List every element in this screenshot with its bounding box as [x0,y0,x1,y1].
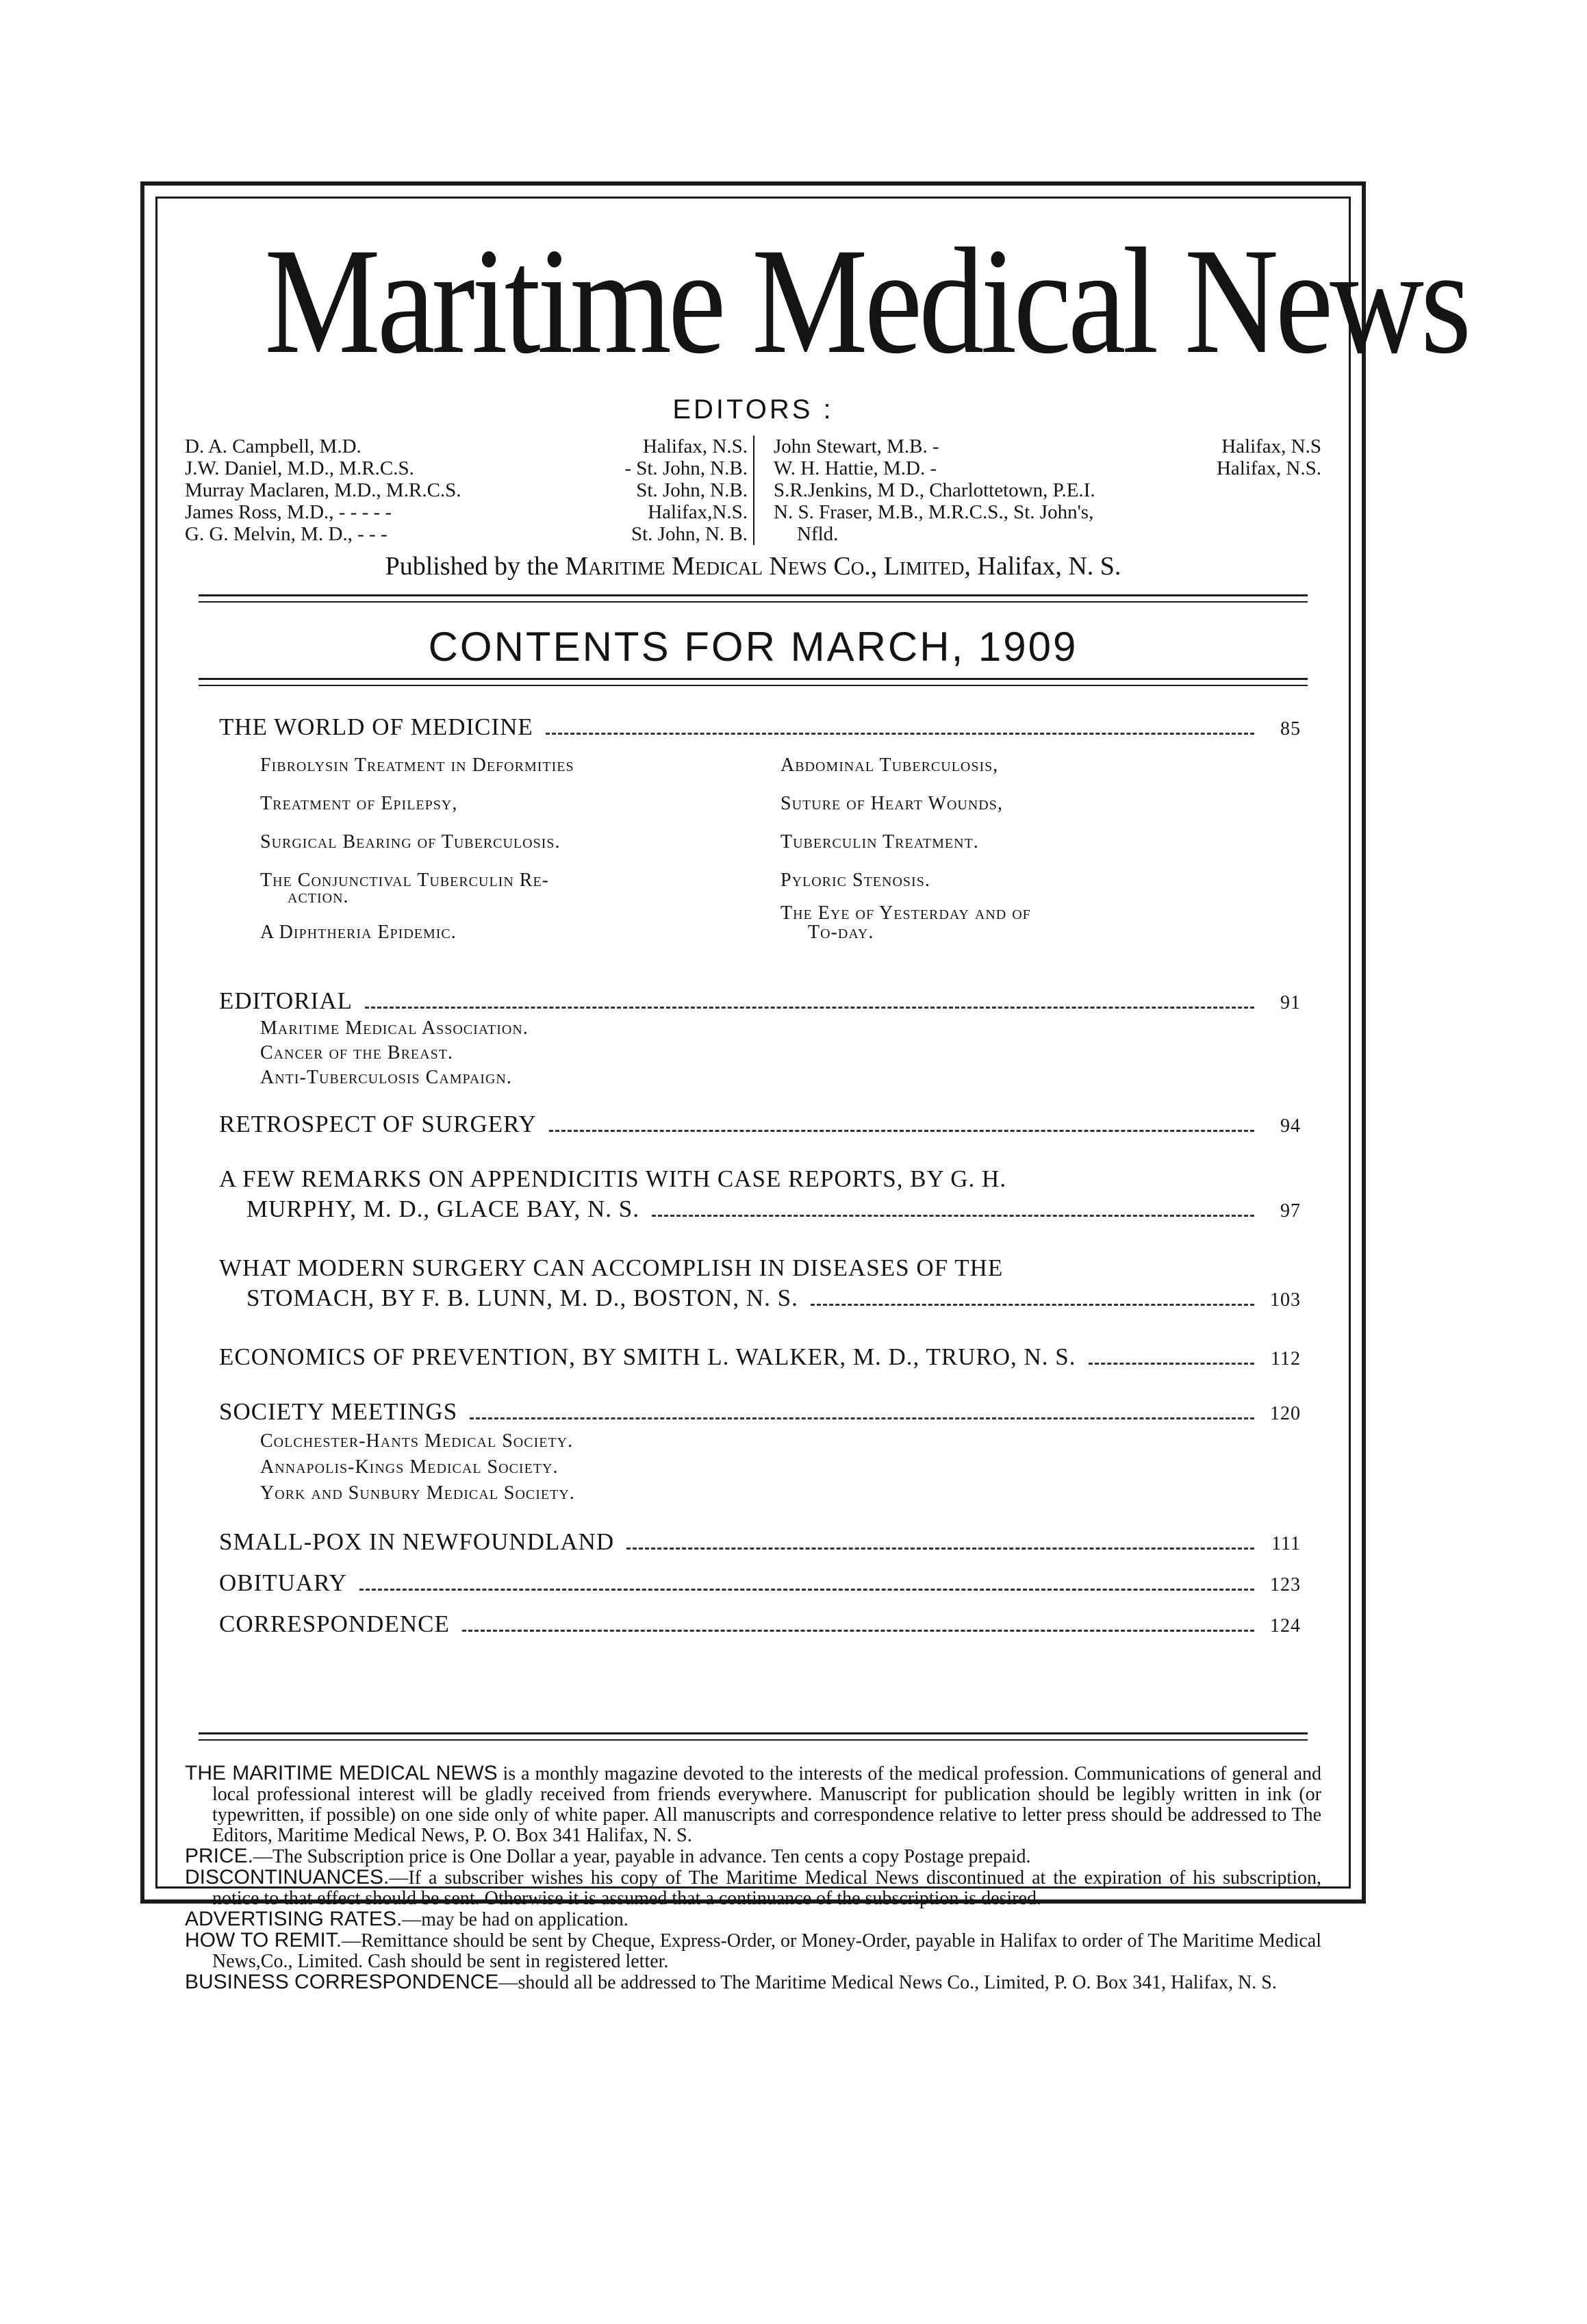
toc-title: THE WORLD OF MEDICINE [219,713,533,740]
editor-name: G. G. Melvin, M. D., - - - [185,523,388,545]
editor-row [185,501,748,523]
toc-subtopic: Maritime Medical Association. [260,1018,529,1039]
toc-entry-appendicitis [219,1164,1301,1226]
editor-name: Murray Maclaren, M.D., M.R.C.S. [185,479,461,501]
toc-title-cont: STOMACH, BY F. B. LUNN, M. D., BOSTON, N. S. [246,1285,798,1311]
notice-intro [185,1763,1321,1846]
leader-dots [359,1589,1254,1591]
toc-page: 103 [1270,1289,1301,1311]
notice-text: —If a subscriber wishes his copy of The Maritime Medical News discontinued at the expiration of his subscription, notice to that effect should be sent. Otherwise it is assumed that a continuance of the subscription is desired. [212,1867,1321,1909]
notice-text: —The Subscription price is One Dollar a year, payable in advance. Ten cents a copy Postage prepaid. [253,1846,1031,1867]
publisher-prefix: Published by the [385,552,559,581]
toc-entry-retrospect [219,1109,1301,1141]
editor-row [774,457,1321,479]
toc-page: 94 [1280,1115,1301,1137]
notice-heading: PRICE. [185,1845,254,1867]
toc-title: SMALL-POX IN NEWFOUNDLAND [219,1528,615,1555]
toc-title: CORRESPONDENCE [219,1611,450,1637]
world-subtopics-left [260,746,574,952]
toc-title: RETROSPECT OF SURGERY [219,1111,537,1137]
leader-dots [365,1007,1254,1009]
toc-subtopic: Annapolis-Kings Medical Society. [260,1456,559,1478]
leader-dots [811,1304,1254,1306]
editor-name: D. A. Campbell, M.D. [185,435,361,457]
editor-place: Halifax, N.S. [642,435,748,457]
toc-title: WHAT MODERN SURGERY CAN ACCOMPLISH IN DISEASES OF THE [219,1254,1004,1281]
editor-row [774,523,1321,545]
toc-entry-economics [219,1342,1301,1374]
page-frame-inner [155,197,1469,1993]
toc-subtopic: York and Sunbury Medical Society. [260,1482,575,1504]
toc-subtopic: The Eye of Yesterday and of [780,902,1031,924]
toc-title-cont: MURPHY, M. D., GLACE BAY, N. S. [246,1196,639,1222]
toc-subtopic: Surgical Bearing of Tuberculosis. [260,831,561,852]
toc-subtopic: Pyloric Stenosis. [780,870,930,891]
toc-subtopic: Suture of Heart Wounds, [780,793,1003,814]
editor-name: J.W. Daniel, M.D., M.R.C.S. [185,457,414,479]
notice-price [185,1846,1321,1867]
toc-title: SOCIETY MEETINGS [219,1398,458,1425]
toc-entry-society [219,1397,1301,1429]
divider [199,685,1308,686]
notice-heading: BUSINESS CORRESPONDENCE [185,1971,499,1993]
editor-name: James Ross, M.D., - - - - - [185,501,392,523]
leader-dots [549,1130,1254,1132]
divider [199,594,1308,596]
toc-subtopic: To-day. [808,922,874,943]
toc-page: 91 [1280,992,1301,1013]
publisher-company: Maritime Medical News Co., Limited, [565,552,971,581]
toc-title: EDITORIAL [219,987,353,1014]
toc-page: 120 [1270,1403,1301,1424]
leader-dots [1089,1363,1255,1365]
leader-dots [652,1215,1254,1217]
editor-name: Nfld. [797,523,839,545]
publisher-line [157,551,1349,581]
editor-place: - St. John, N.B. [624,457,748,479]
editor-place: Halifax, N.S [1221,435,1321,457]
notice-advertising [185,1909,1321,1930]
toc-entry-smallpox [219,1527,1301,1559]
toc-subtopic: The Conjunctival Tuberculin Re- [260,870,549,891]
editor-place: Halifax, N.S. [1216,457,1321,479]
society-subtopics [260,1428,575,1506]
publisher-city: Halifax, N. S. [977,552,1121,581]
toc-subtopic: Anti-Tuberculosis Campaign. [260,1067,512,1088]
masthead-title: Maritime Medical News [264,217,1469,386]
notice-text: —may be had on application. [402,1909,629,1930]
editor-place: St. John, N.B. [636,479,748,501]
toc-title: OBITUARY [219,1569,347,1596]
toc-subtopic: Tuberculin Treatment. [780,831,979,852]
notice-heading: DISCONTINUANCES. [185,1866,390,1889]
notice-heading: THE MARITIME MEDICAL NEWS [185,1762,498,1784]
toc-title: ECONOMICS OF PREVENTION, BY SMITH L. WALKER, M. D., TRURO, N. S. [219,1343,1076,1370]
notice-discontinuances [185,1867,1321,1909]
page-frame [140,181,1469,1993]
publication-notice [185,1763,1321,1993]
editors-label: EDITORS : [672,394,834,425]
editor-row [774,501,1321,523]
toc-subtopic: Cancer of the Breast. [260,1042,453,1063]
leader-dots [470,1417,1254,1419]
toc-subtopic: Fibrolysin Treatment in Deformities [260,755,574,776]
editorial-subtopics [260,1016,529,1090]
divider [199,678,1308,680]
divider [199,601,1308,603]
notice-business [185,1972,1321,1993]
toc-entry-editorial [219,986,1301,1018]
editors-right-column [774,435,1321,545]
toc-page: 124 [1270,1615,1301,1637]
toc-entry-obituary [219,1568,1301,1600]
notice-text: is a monthly magazine devoted to the interests of the medical profession. Communications of general and local professional interest will be gladly received from friends everywhere. Manuscript for publication should be legibly written in ink (or typewritten, if possible) on one side only of white paper. All manuscripts and correspondence relative to letter press should be addressed to The Editors, Maritime Medical News, P. O. Box 341 Halifax, N. S. [212,1763,1321,1846]
toc-page: 85 [1280,718,1301,740]
toc-page: 112 [1271,1348,1301,1369]
leader-dots [626,1548,1254,1550]
editor-row [185,523,748,545]
toc-entry-world-of-medicine [219,712,1301,744]
divider [199,1739,1308,1741]
editor-place: St. John, N. B. [631,523,748,545]
world-subtopics-right [780,746,1031,942]
toc-entry-correspondence [219,1609,1301,1641]
editor-row [774,435,1321,457]
toc-subtopic: Abdominal Tuberculosis, [780,755,999,776]
notice-text: —should all be addressed to The Maritime Medical News Co., Limited, P. O. Box 341, Halifax, N. S. [498,1972,1277,1993]
editor-row [774,479,1321,501]
toc-subtopic: Treatment of Epilepsy, [260,793,458,814]
toc-page: 97 [1280,1200,1301,1222]
leader-dots [462,1630,1254,1632]
editor-name: S.R.Jenkins, M D., Charlottetown, P.E.I. [774,479,1095,501]
editor-row [185,479,748,501]
leader-dots [546,733,1254,735]
editor-name: John Stewart, M.B. - [774,435,939,457]
divider [199,1732,1308,1734]
editors-left-column [185,435,754,545]
toc-subtopic: action. [288,886,349,907]
contents-title: CONTENTS FOR MARCH, 1909 [428,624,1078,670]
toc-subtopic: A Diphtheria Epidemic. [260,922,457,943]
editor-name: N. S. Fraser, M.B., M.R.C.S., St. John's, [774,501,1094,523]
notice-heading: ADVERTISING RATES. [185,1908,403,1930]
toc-page: 123 [1270,1574,1301,1595]
toc-title: A FEW REMARKS ON APPENDICITIS WITH CASE REPORTS, BY G. H. [219,1165,1007,1192]
editor-name: W. H. Hattie, M.D. - [774,457,937,479]
editor-row [185,435,748,457]
notice-heading: HOW TO REMIT. [185,1929,342,1952]
notice-text: —Remittance should be sent by Cheque, Express-Order, or Money-Order, payable in Halifax to order of The Maritime Medical News,Co., Limited. Cash should be sent in registered letter. [212,1930,1321,1972]
toc-subtopic: Colchester-Hants Medical Society. [260,1430,574,1452]
toc-entry-surgery [219,1253,1301,1315]
editor-row [185,457,748,479]
toc-page: 111 [1271,1533,1301,1554]
editor-place: Halifax,N.S. [648,501,748,523]
notice-remit [185,1930,1321,1972]
